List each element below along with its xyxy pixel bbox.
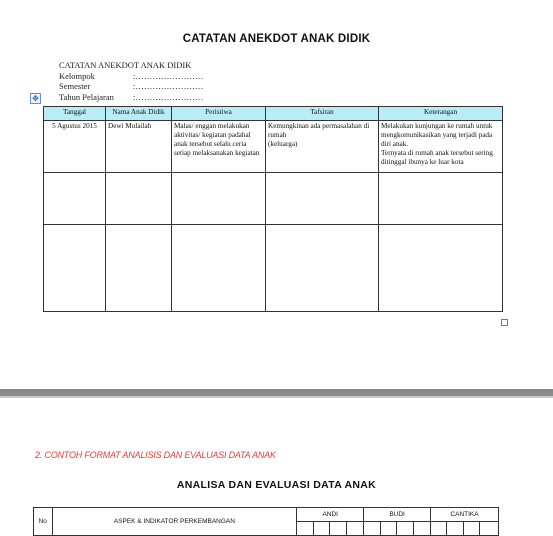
col-header-cantika: CANTIKA [431, 508, 499, 522]
table-resize-handle[interactable] [501, 319, 508, 326]
meta-heading: CATATAN ANEKDOT ANAK DIDIK [59, 60, 192, 70]
col-header-no: No [34, 508, 53, 536]
table-row [44, 121, 503, 173]
col-header-nama: Nama Anak Didik [106, 107, 172, 121]
section-heading: 2. CONTOH FORMAT ANALISIS DAN EVALUASI DATA ANAK [35, 450, 276, 460]
cell-empty[interactable] [480, 522, 499, 536]
cell-empty[interactable] [447, 522, 463, 536]
cell-empty[interactable] [266, 225, 379, 312]
cell-empty[interactable] [44, 225, 106, 312]
cell-empty[interactable] [266, 173, 379, 225]
cell-empty[interactable] [431, 522, 447, 536]
keterangan-line: Ternyata di rumah anak tersebut sering ditinggal ibunya ke luar kota [381, 149, 493, 166]
cell-empty[interactable] [172, 225, 266, 312]
cell-nama[interactable]: Dewi Mulailah [106, 121, 172, 173]
tafsiran-line: (keluarga) [268, 140, 298, 148]
table-header-row [44, 107, 503, 121]
eval-header-row [34, 508, 499, 522]
keterangan-line: Melakukan kunjungan ke rumah untuk mengkomunikasikan yang terjadi pada diri anak. [381, 122, 493, 148]
section-title: ANALISA DAN EVALUASI DATA ANAK [176, 479, 377, 491]
page-break-shadow [0, 396, 553, 398]
cell-empty[interactable] [330, 522, 346, 536]
cell-peristiwa[interactable]: Malas/ enggan melakukan aktivitas/ kegiatan padahal anak tersebut selalu ceria setiap melaksanakan kegiatan [172, 121, 266, 173]
cell-empty[interactable] [364, 522, 380, 536]
cell-keterangan[interactable] [379, 121, 503, 173]
table-move-handle-icon[interactable]: ✥ [30, 93, 41, 104]
cell-empty[interactable] [106, 225, 172, 312]
anecdote-table [43, 106, 503, 312]
cell-empty[interactable] [463, 522, 479, 536]
col-header-tanggal: Tanggal [44, 107, 106, 121]
cell-tanggal[interactable]: 5 Agustus 2015 [44, 121, 106, 173]
cell-empty[interactable] [379, 173, 503, 225]
cell-empty[interactable] [172, 173, 266, 225]
col-header-aspek: ASPEK & INDIKATOR PERKEMBANGAN [52, 508, 297, 536]
col-header-keterangan: Keterangan [379, 107, 503, 121]
cell-empty[interactable] [313, 522, 329, 536]
tafsiran-line: Kemungkinan ada permasalahan di rumah [268, 122, 370, 139]
cell-empty[interactable] [379, 225, 503, 312]
meta-value: :…………………… [133, 70, 204, 81]
cell-empty[interactable] [346, 522, 364, 536]
meta-row-tahun [59, 92, 203, 103]
cell-empty[interactable] [44, 173, 106, 225]
cell-empty[interactable] [397, 522, 413, 536]
col-header-peristiwa: Peristiwa [172, 107, 266, 121]
meta-value: :…………………… [133, 81, 204, 91]
page-break-divider [0, 389, 553, 396]
cell-empty[interactable] [413, 522, 431, 536]
meta-row-kelompok [59, 71, 203, 82]
table-row-empty [44, 225, 503, 312]
col-header-tafsiran: Tafsiran [266, 107, 379, 121]
anecdote-meta-block [59, 60, 203, 102]
table-row-empty [44, 173, 503, 225]
cell-empty[interactable] [380, 522, 396, 536]
document-title: CATATAN ANEKDOT ANAK DIDIK [182, 33, 371, 45]
col-header-andi: ANDI [297, 508, 364, 522]
meta-label: Semester [59, 81, 91, 91]
cell-empty[interactable] [106, 173, 172, 225]
meta-label: Kelompok [59, 70, 95, 81]
evaluation-table [33, 507, 499, 536]
meta-label: Tahun Pelajaran [59, 91, 114, 102]
col-header-budi: BUDI [364, 508, 431, 522]
cell-tafsiran[interactable] [266, 121, 379, 173]
meta-value: :…………………… [133, 91, 204, 102]
cell-empty[interactable] [297, 522, 313, 536]
meta-row-semester [59, 81, 203, 92]
